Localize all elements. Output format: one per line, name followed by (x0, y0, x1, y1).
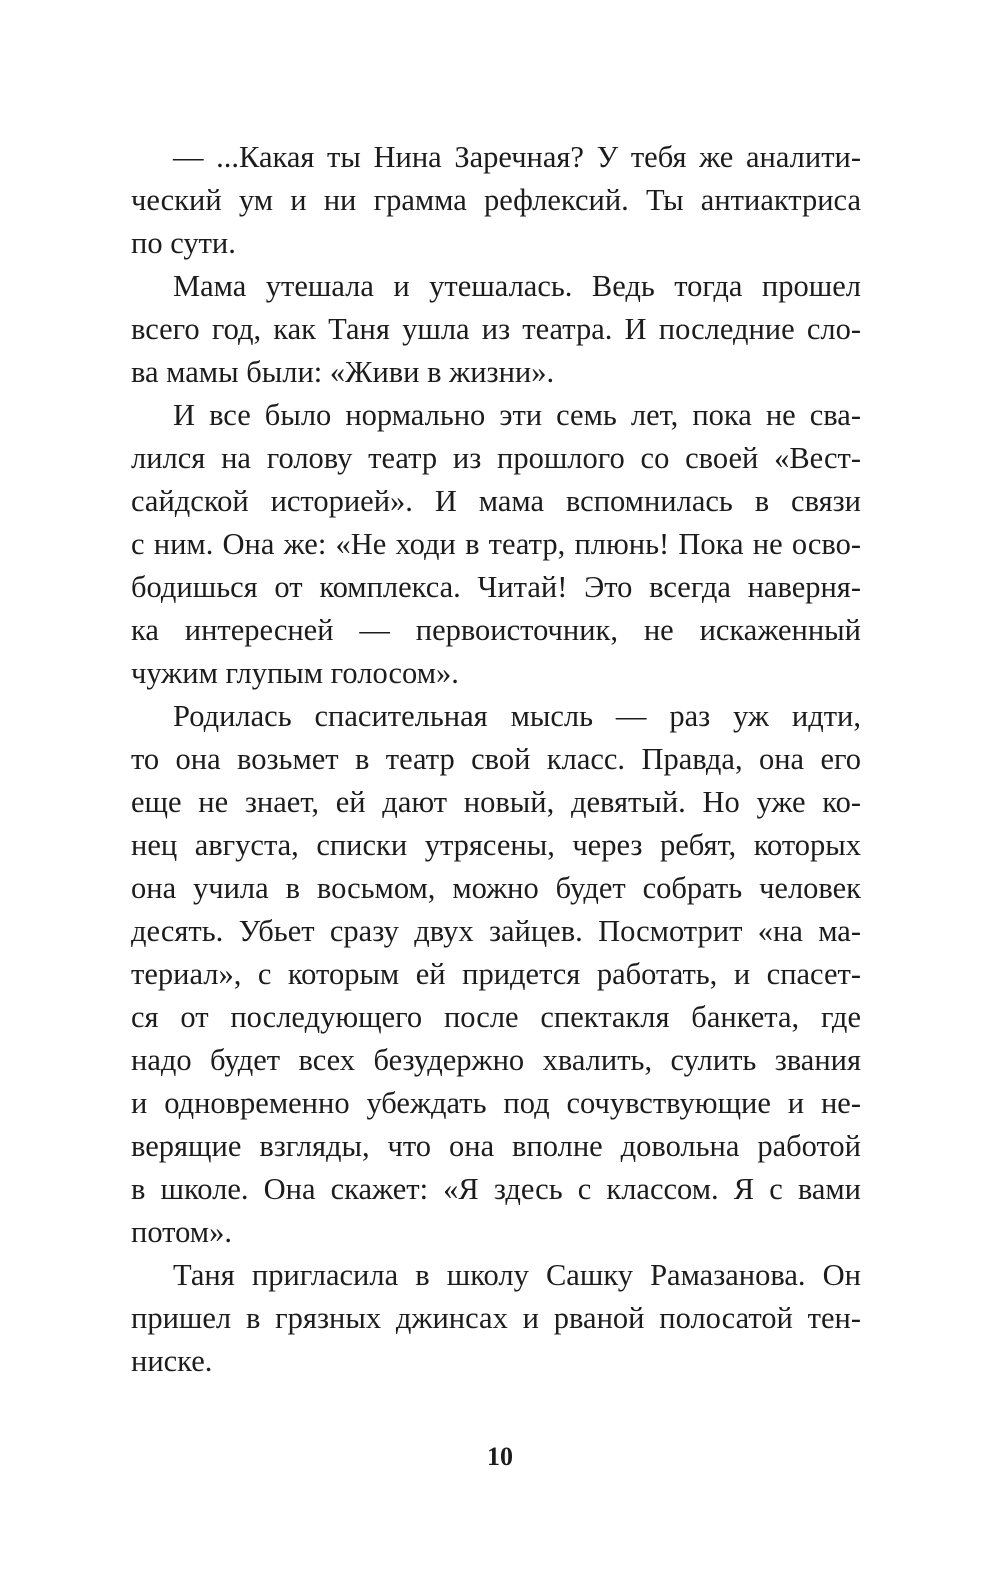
text-line: ся от последующего после спектакля банкета, где (131, 1000, 861, 1034)
page-number: 10 (487, 1442, 513, 1471)
text-line: пришел в грязных джинсах и рваной полосатой тен- (131, 1301, 861, 1335)
text-line: — ...Какая ты Нина Заречная? У тебя же аналити- (173, 140, 861, 174)
text-line: Мама утешала и утешалась. Ведь тогда прошел (173, 269, 861, 303)
text-line: И все было нормально эти семь лет, пока не сва- (173, 398, 861, 432)
text-line: по сути. (131, 226, 236, 260)
text-line: десять. Убьет сразу двух зайцев. Посмотрит «на ма- (131, 914, 861, 948)
text-line: лился на голову театр из прошлого со своей «Вест- (131, 441, 861, 475)
text-line: нец августа, списки утрясены, через ребят, которых (131, 828, 861, 862)
text-line: сайдской историей». И мама вспомнилась в связи (131, 484, 861, 518)
body-text (131, 136, 861, 1383)
text-line: потом». (131, 1215, 232, 1249)
text-line: еще не знает, ей дают новый, девятый. Но уже ко- (131, 785, 861, 819)
text-line: бодишься от комплекса. Читай! Это всегда наверня- (131, 570, 861, 604)
paragraph (131, 136, 861, 265)
text-line: Родилась спасительная мысль — раз уж идти, (173, 699, 861, 733)
text-line: и одновременно убеждать под сочувствующие и не- (131, 1086, 861, 1120)
text-line: в школе. Она скажет: «Я здесь с классом. Я с вами (131, 1172, 861, 1206)
paragraph (131, 1254, 861, 1383)
text-line: Таня пригласила в школу Сашку Рамазанова. Он (173, 1258, 861, 1292)
text-line: чужим глупым голосом». (131, 656, 459, 690)
text-line: верящие взгляды, что она вполне довольна работой (131, 1129, 861, 1163)
paragraph (131, 695, 861, 1254)
text-line: ческий ум и ни грамма рефлексий. Ты антиактриса (131, 183, 861, 217)
text-line: она учила в восьмом, можно будет собрать человек (131, 871, 861, 905)
text-line: териал», с которым ей придется работать, и спасет- (131, 957, 861, 991)
text-line: ниске. (131, 1344, 213, 1378)
text-line: ка интересней — первоисточник, не искаженный (131, 613, 861, 647)
paragraph (131, 265, 861, 394)
text-line: ва мамы были: «Живи в жизни». (131, 355, 555, 389)
text-line: с ним. Она же: «Не ходи в театр, плюнь! Пока не осво- (131, 527, 861, 561)
paragraph (131, 394, 861, 695)
text-line: надо будет всех безудержно хвалить, сулить звания (131, 1043, 861, 1077)
text-line: то она возьмет в театр свой класс. Правда, она его (131, 742, 861, 776)
text-line: всего год, как Таня ушла из театра. И последние сло- (131, 312, 861, 346)
